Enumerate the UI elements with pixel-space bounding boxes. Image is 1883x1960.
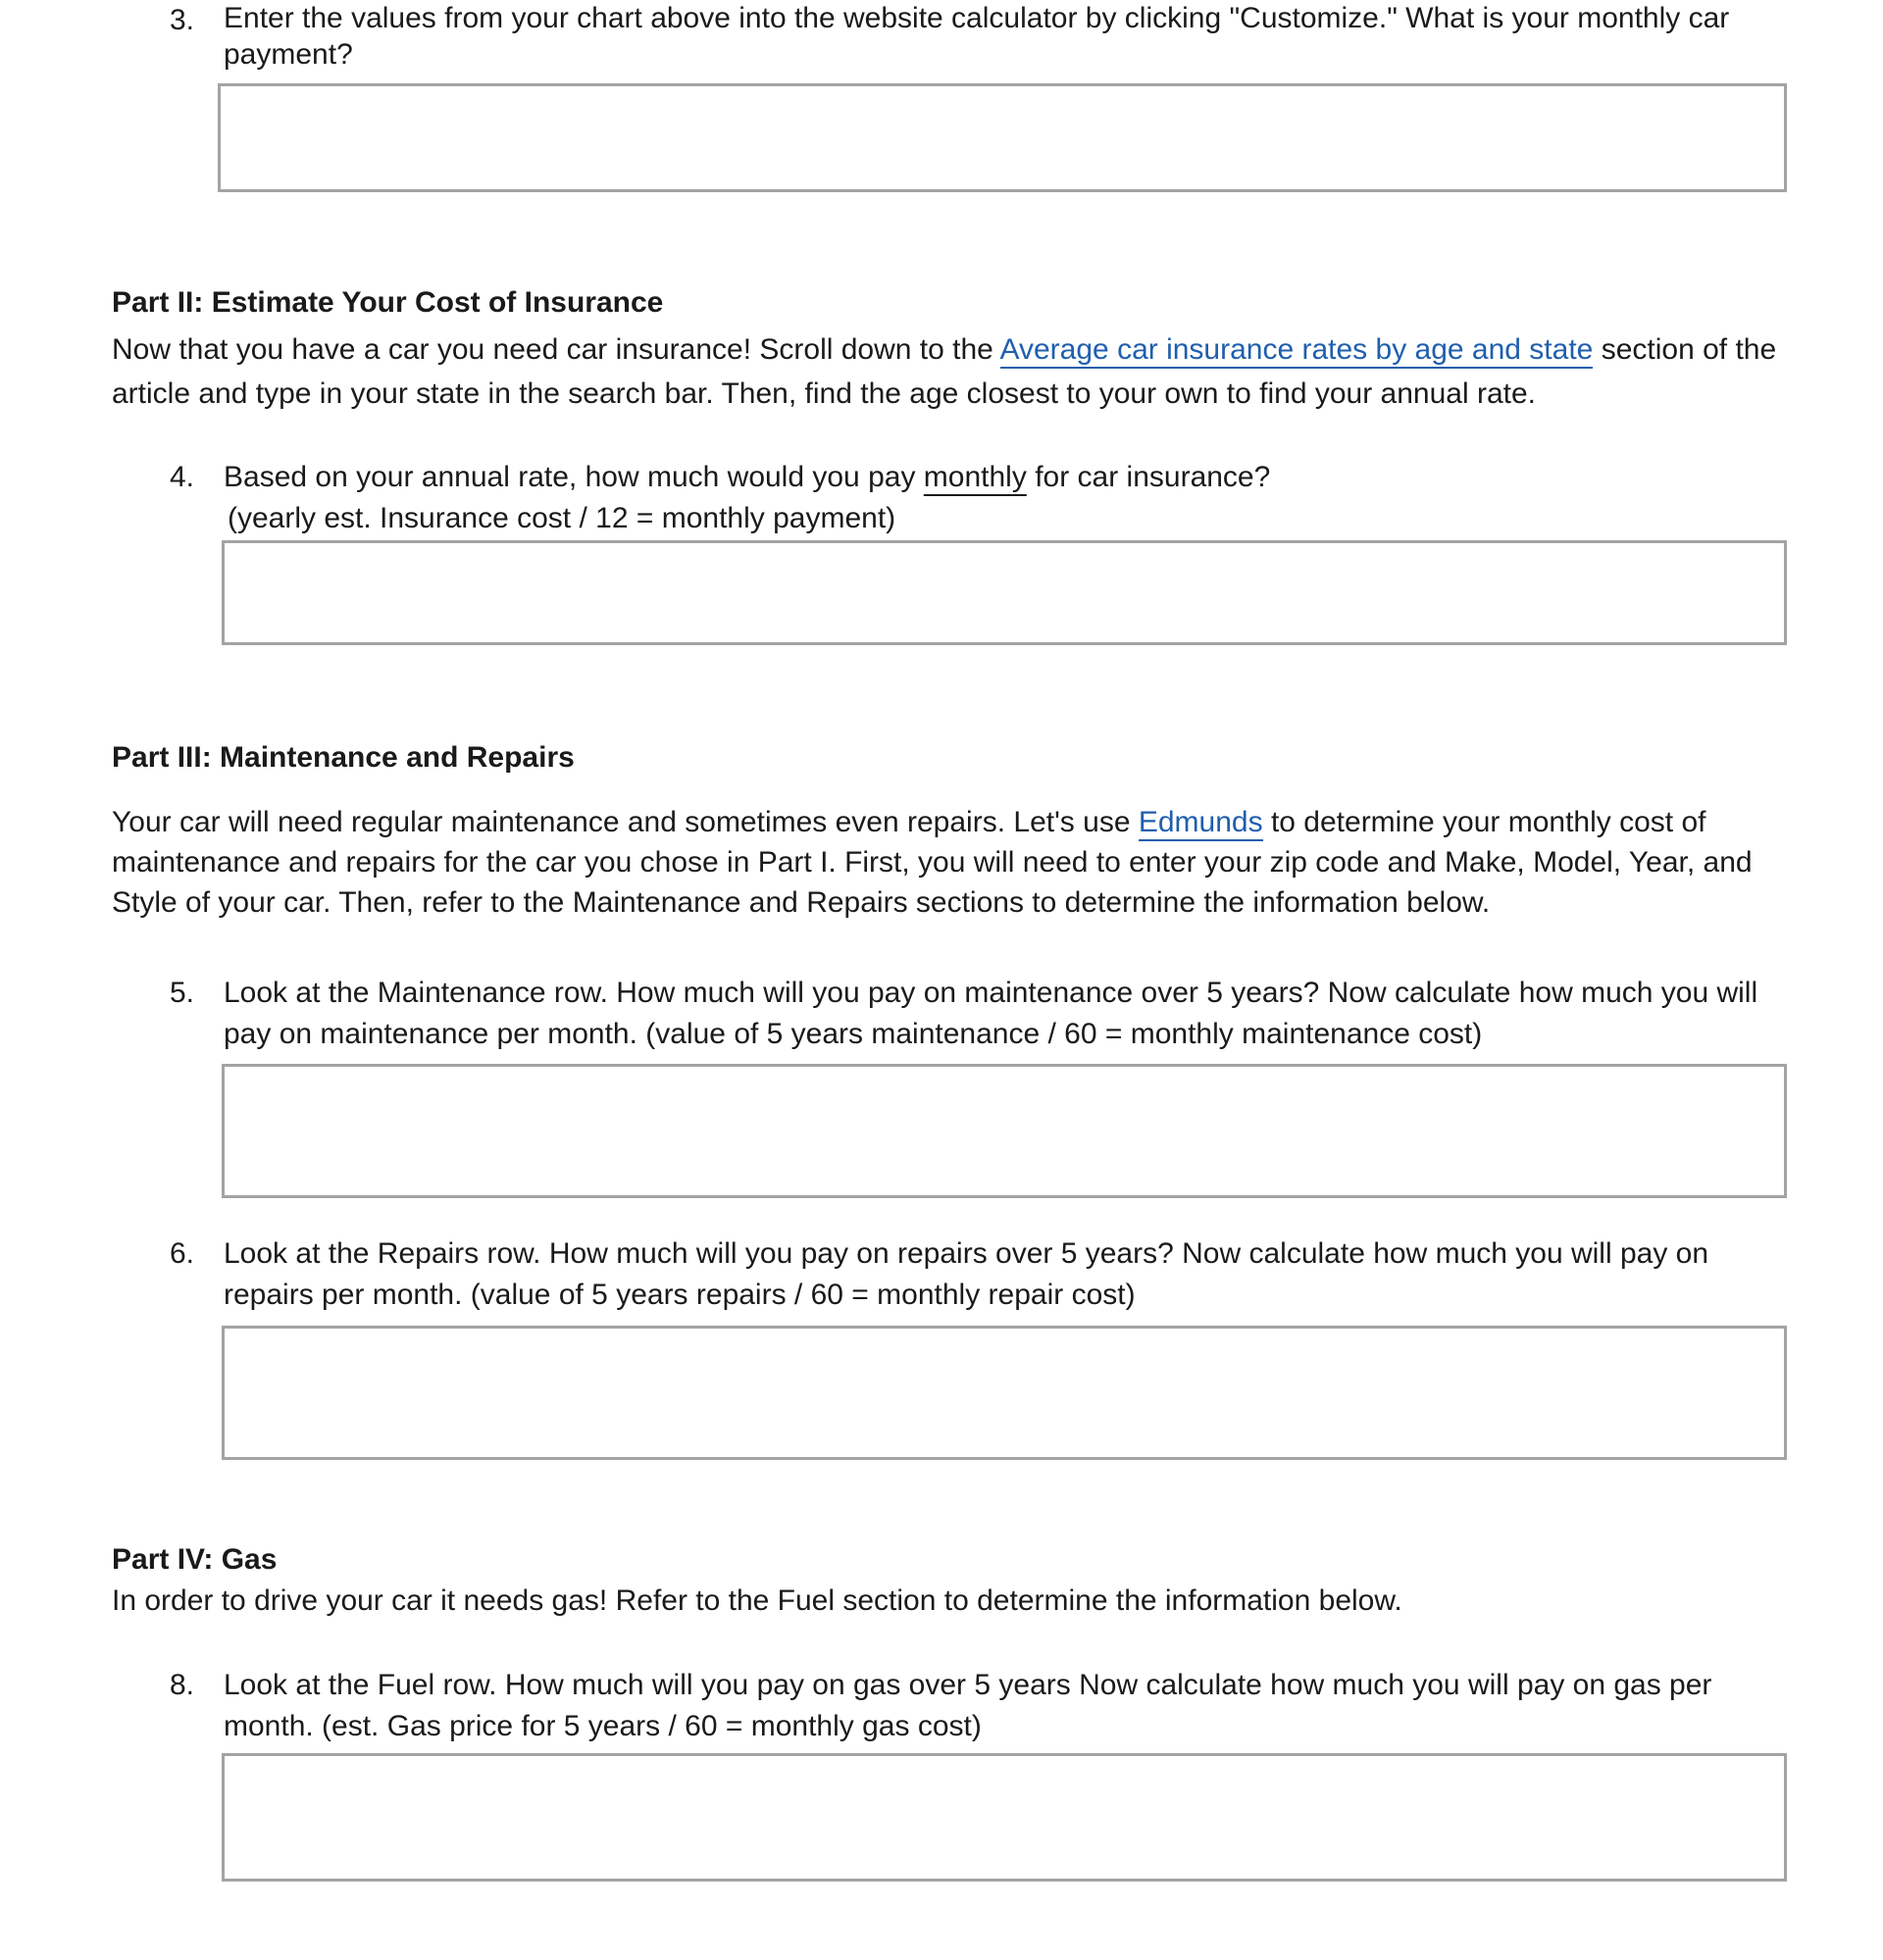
- part-4-heading: Part IV: Gas: [112, 1543, 278, 1576]
- question-4-formula: (yearly est. Insurance cost / 12 = monthly payment): [228, 502, 896, 534]
- question-4-number: 4.: [169, 461, 194, 493]
- part-3-intro: [112, 802, 1789, 923]
- question-8-text: Look at the Fuel row. How much will you pay on gas over 5 years Now calculate how much you will pay on gas per month. (est. Gas price for 5 years / 60 = monthly gas cost): [224, 1669, 1712, 1742]
- answer-box-q4[interactable]: [222, 540, 1787, 645]
- question-6-text: Look at the Repairs row. How much will you pay on repairs over 5 years? Now calculate how much you will pay on repairs per month. (value of 5 years repairs / 60 = monthly repair cost): [224, 1237, 1709, 1311]
- question-4-text-start: Based on your annual rate, how much would you pay: [224, 461, 916, 493]
- question-6-number: 6.: [169, 1237, 194, 1270]
- question-8-number: 8.: [169, 1669, 194, 1701]
- part-2-intro-start: Now that you have a car you need car insurance! Scroll down to the: [112, 333, 993, 366]
- question-5-text: Look at the Maintenance row. How much will you pay on maintenance over 5 years? Now calculate how much you will pay on maintenance per month. (value of 5 years maintenance / 60 = monthly maintenance cost): [224, 977, 1758, 1050]
- question-4-text: [224, 457, 1793, 498]
- question-3-text: Enter the values from your chart above into the website calculator by clicking "Customize." What is your monthly car payment?: [224, 2, 1730, 71]
- edmunds-link[interactable]: Edmunds: [1139, 806, 1263, 841]
- part-3-intro-end: to determine your monthly cost of maintenance and repairs for the car you chose in Part I. First, you will need to enter your zip code and Make, Model, Year, and Style of your car. Then, refer to the Maintenance and Repairs sections to determine the information below.: [112, 806, 1753, 919]
- part-3-intro-start: Your car will need regular maintenance and sometimes even repairs. Let's use: [112, 806, 1131, 838]
- answer-box-q3[interactable]: [218, 83, 1787, 192]
- answer-box-q8[interactable]: [222, 1753, 1787, 1882]
- part-2-intro: [112, 327, 1789, 416]
- answer-box-q5[interactable]: [222, 1064, 1787, 1198]
- insurance-rates-link[interactable]: Average car insurance rates by age and state: [1000, 333, 1594, 369]
- question-4-emphasis: monthly: [923, 461, 1027, 493]
- question-5-number: 5.: [169, 977, 194, 1009]
- part-2-heading: Part II: Estimate Your Cost of Insurance: [112, 286, 664, 319]
- question-3-number: 3.: [169, 4, 194, 36]
- answer-box-q6[interactable]: [222, 1326, 1787, 1460]
- question-4-text-end: for car insurance?: [1035, 461, 1271, 493]
- part-2-intro-end: section of the article and type in your state in the search bar. Then, find the age closest to your own to find your annual rate.: [112, 333, 1777, 410]
- part-3-heading: Part III: Maintenance and Repairs: [112, 741, 575, 774]
- part-4-intro: In order to drive your car it needs gas! Refer to the Fuel section to determine the information below.: [112, 1584, 1402, 1617]
